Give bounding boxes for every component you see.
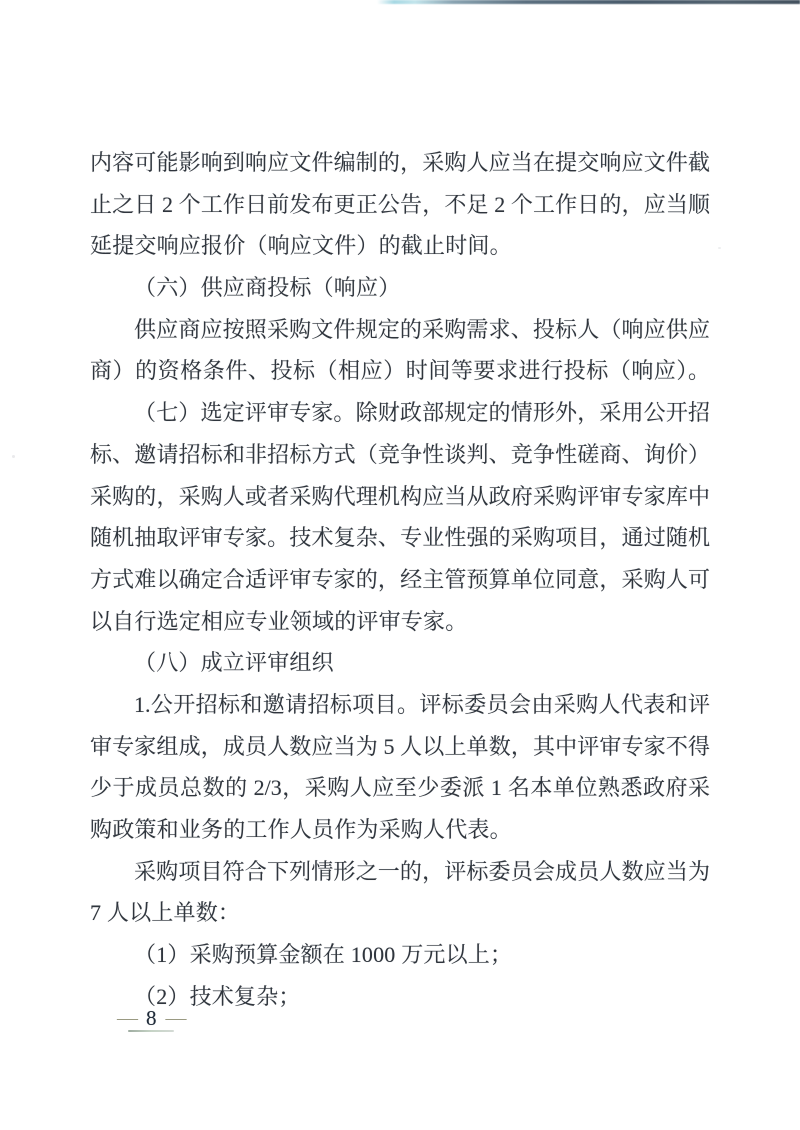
page-number-dash-right: — [165, 1008, 186, 1028]
body-text [90, 142, 710, 1017]
text-line: 随机抽取评审专家。技术复杂、专业性强的采购项目，通过随机 [90, 525, 710, 551]
text-line: 内容可能影响到响应文件编制的，采购人应当在提交响应文件截 [90, 150, 710, 175]
page-number-value: 8 [146, 1006, 157, 1030]
text-line: 1.公开招标和邀请招标项目。评标委员会由采购人代表和评 [134, 691, 710, 717]
text-line: 标、邀请招标和非招标方式（竞争性谈判、竞争性磋商、询价） [90, 441, 710, 467]
text-line: 7 人以上单数： [90, 900, 241, 926]
text-line: 采购的，采购人或者采购代理机构应当从政府采购评审专家库中 [90, 483, 710, 509]
text-line: （六）供应商投标（响应） [134, 275, 401, 301]
text-line: 商）的资格条件、投标（相应）时间等要求进行投标（响应）。 [90, 358, 710, 384]
text-line: 延提交响应报价（响应文件）的截止时间。 [90, 233, 512, 259]
text-line: （七）选定评审专家。除财政部规定的情形外，采用公开招 [134, 400, 710, 426]
scan-edge-artifact [377, 0, 800, 4]
text-line: 方式难以确定合适评审专家的，经主管预算单位同意，采购人可 [90, 566, 710, 592]
text-line: 止之日 2 个工作日前发布更正公告，不足 2 个工作日的，应当顺 [90, 191, 710, 217]
scan-speck [12, 455, 15, 458]
text-line: 以自行选定相应专业领域的评审专家。 [90, 608, 468, 634]
text-line: 供应商应按照采购文件规定的采购需求、投标人（响应供应 [134, 316, 710, 342]
scan-speck [718, 247, 721, 249]
scan-speck [128, 1030, 174, 1032]
page-number-dash-left: — [117, 1008, 137, 1028]
text-line: 少于成员总数的 2/3，采购人应至少委派 1 名本单位熟悉政府采 [90, 775, 710, 801]
text-line: （1）采购预算金额在 1000 万元以上； [134, 942, 513, 968]
page-number [117, 1006, 186, 1030]
text-line: 审专家组成，成员人数应当为 5 人以上单数，其中评审专家不得 [90, 733, 710, 759]
text-line: 购政策和业务的工作人员作为采购人代表。 [90, 817, 512, 842]
text-line: 采购项目符合下列情形之一的，评标委员会成员人数应当为 [134, 858, 710, 884]
text-line: （2）技术复杂； [134, 983, 301, 1009]
text-line: （八）成立评审组织 [134, 650, 334, 676]
